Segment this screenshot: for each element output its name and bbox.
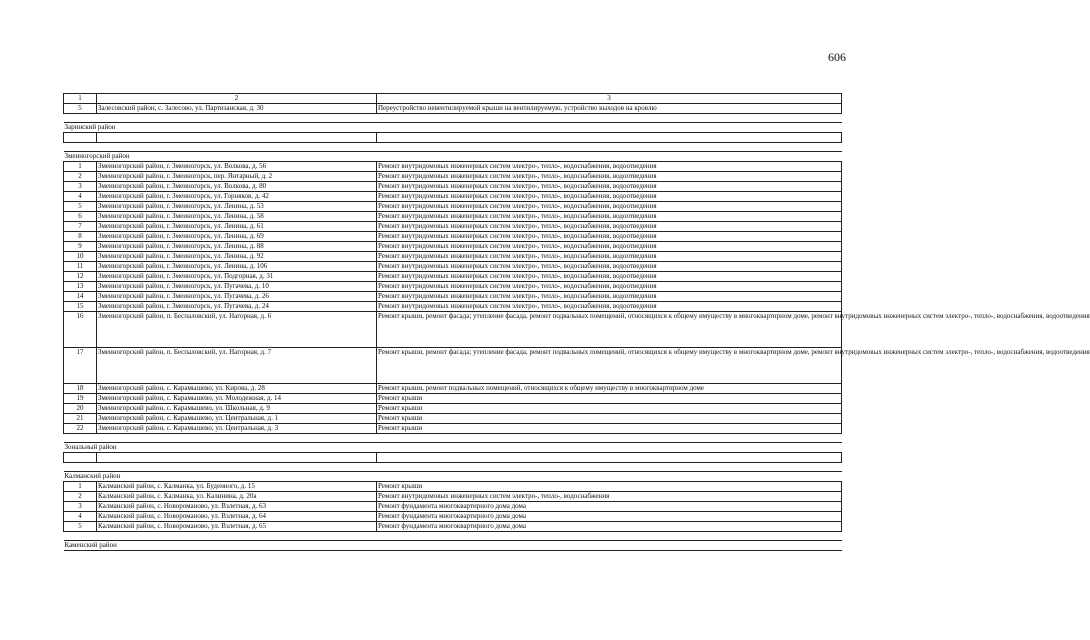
address-cell	[97, 133, 377, 143]
row-work-type: Ремонт внутридомовых инженерных систем электро-, тепло-, водоснабжения, водоотведения	[377, 172, 842, 182]
row-number: 12	[64, 272, 97, 282]
district-row	[64, 443, 842, 453]
row-number: 1	[64, 482, 97, 492]
row-address: Змеиногорский район, с. Карамышево, ул. Кирова, д. 28	[97, 384, 377, 394]
header-col-2: 2	[97, 94, 377, 104]
page-number: 606	[828, 50, 846, 64]
row-number: 16	[64, 312, 97, 348]
row-work-type: Ремонт внутридомовых инженерных систем электро-, тепло-, водоснабжения, водоотведения	[377, 262, 842, 272]
table-row	[64, 502, 842, 512]
num-cell	[64, 453, 97, 463]
row-work-type: Ремонт крыши	[377, 414, 842, 424]
row-number: 20	[64, 404, 97, 414]
row-address: Змеиногорский район, г. Змеиногорск, ул. Горняков, д. 42	[97, 192, 377, 202]
row-address: Змеиногорский район, г. Змеиногорск, пер. Янтарный, д. 2	[97, 172, 377, 182]
table-row	[64, 414, 842, 424]
row-address: Калманский район, с. Новороманово, ул. Взлетная, д. 65	[97, 522, 377, 532]
row-number: 8	[64, 232, 97, 242]
district-row	[64, 123, 842, 133]
work-cell	[377, 133, 842, 143]
repair-program-table	[63, 93, 1090, 551]
table-row	[64, 482, 842, 492]
row-address: Змеиногорский район, г. Змеиногорск, ул. Подгорная, д. 31	[97, 272, 377, 282]
row-address: Змеиногорский район, г. Змеиногорск, ул. Ленина, д. 58	[97, 212, 377, 222]
row-address: Змеиногорский район, г. Змеиногорск, ул. Ленина, д. 88	[97, 242, 377, 252]
table-row	[64, 492, 842, 502]
table-header-row	[64, 94, 842, 104]
row-address: Змеиногорский район, г. Змеиногорск, ул. Ленина, д. 69	[97, 232, 377, 242]
row-number: 3	[64, 502, 97, 512]
row-address: Змеиногорский район, с. Карамышево, ул. Центральная, д. 1	[97, 414, 377, 424]
row-work-type: Ремонт внутридомовых инженерных систем электро-, тепло-, водоснабжения, водоотведения	[377, 162, 842, 172]
row-address: Калманский район, с. Новороманово, ул. Взлетная, д. 63	[97, 502, 377, 512]
spacer-cell	[64, 143, 842, 152]
row-address: Калманский район, с. Калманка, ул. Буденного, д. 15	[97, 482, 377, 492]
row-work-type: Ремонт внутридомовых инженерных систем электро-, тепло-, водоснабжения, водоотведения	[377, 202, 842, 212]
row-number: 5	[64, 522, 97, 532]
section-spacer-row	[64, 463, 842, 472]
row-work-type: Ремонт внутридомовых инженерных систем электро-, тепло-, водоснабжения, водоотведения	[377, 212, 842, 222]
table-row	[64, 262, 842, 272]
table-row	[64, 384, 842, 394]
table-row	[64, 172, 842, 182]
table-row	[64, 302, 842, 312]
row-work-type: Ремонт внутридомовых инженерных систем электро-, тепло-, водоснабжения, водоотведения	[377, 282, 842, 292]
row-number: 2	[64, 172, 97, 182]
table-row	[64, 282, 842, 292]
spacer-cell	[64, 532, 842, 541]
row-work-type: Ремонт крыши	[377, 482, 842, 492]
row-work-type: Ремонт крыши	[377, 404, 842, 414]
row-number: 6	[64, 212, 97, 222]
row-address: Змеиногорский район, с. Карамышево, ул. Центральная, д. 3	[97, 424, 377, 434]
row-address: Залесовский район, с. Залесово, ул. Партизанская, д. 30	[97, 104, 377, 114]
table-row	[64, 202, 842, 212]
row-work-type: Ремонт внутридомовых инженерных систем электро-, тепло-, водоснабжения, водоотведения	[377, 192, 842, 202]
row-number: 5	[64, 202, 97, 212]
row-work-type: Ремонт фундамента многоквартирного дома дома	[377, 502, 842, 512]
row-number: 11	[64, 262, 97, 272]
row-number: 15	[64, 302, 97, 312]
table-row	[64, 252, 842, 262]
row-number: 3	[64, 182, 97, 192]
row-address: Змеиногорский район, с. Карамышево, ул. Школьная, д. 9	[97, 404, 377, 414]
district-row	[64, 152, 842, 162]
row-address: Змеиногорский район, п. Беспаловский, ул. Нагорная, д. 7	[97, 348, 377, 384]
empty-table-row	[64, 133, 842, 143]
empty-table-row	[64, 453, 842, 463]
row-address: Калманский район, с. Калманка, ул. Калинина, д. 20а	[97, 492, 377, 502]
row-address: Змеиногорский район, г. Змеиногорск, ул. Ленина, д. 61	[97, 222, 377, 232]
row-number: 21	[64, 414, 97, 424]
row-address: Змеиногорский район, п. Беспаловский, ул. Нагорная, д. 6	[97, 312, 377, 348]
table-row	[64, 222, 842, 232]
row-work-type: Ремонт внутридомовых инженерных систем электро-, тепло-, водоснабжения, водоотведения	[377, 272, 842, 282]
table-row	[64, 192, 842, 202]
row-number: 5	[64, 104, 97, 114]
table-row	[64, 312, 842, 348]
row-work-type: Ремонт внутридомовых инженерных систем электро-, тепло-, водоснабжения	[377, 492, 842, 502]
row-number: 19	[64, 394, 97, 404]
row-number: 1	[64, 162, 97, 172]
row-address: Змеиногорский район, г. Змеиногорск, ул. Волкова, д. 56	[97, 162, 377, 172]
row-address: Змеиногорский район, г. Змеиногорск, ул. Волкова, д. 80	[97, 182, 377, 192]
row-work-type: Ремонт внутридомовых инженерных систем электро-, тепло-, водоснабжения, водоотведения	[377, 302, 842, 312]
row-number: 4	[64, 192, 97, 202]
table-row	[64, 162, 842, 172]
table-row	[64, 212, 842, 222]
row-address: Змеиногорский район, г. Змеиногорск, ул. Ленина, д. 53	[97, 202, 377, 212]
table-row	[64, 104, 842, 114]
row-number: 2	[64, 492, 97, 502]
table-body	[64, 94, 1090, 551]
district-name: Змеиногорский район	[64, 152, 842, 162]
row-work-type: Ремонт внутридомовых инженерных систем электро-, тепло-, водоснабжения, водоотведения	[377, 242, 842, 252]
spacer-cell	[64, 434, 842, 443]
row-work-type: Ремонт крыши	[377, 424, 842, 434]
table-row	[64, 272, 842, 282]
row-address: Змеиногорский район, г. Змеиногорск, ул. Ленина, д. 92	[97, 252, 377, 262]
section-spacer-row	[64, 532, 842, 541]
row-number: 9	[64, 242, 97, 252]
row-address: Змеиногорский район, с. Карамышево, ул. Молодежная, д. 14	[97, 394, 377, 404]
row-number: 13	[64, 282, 97, 292]
table-row	[64, 242, 842, 252]
row-address: Змеиногорский район, г. Змеиногорск, ул. Ленина, д. 106	[97, 262, 377, 272]
row-address: Змеиногорский район, г. Змеиногорск, ул. Пугачева, д. 10	[97, 282, 377, 292]
row-number: 7	[64, 222, 97, 232]
header-col-1: 1	[64, 94, 97, 104]
row-work-type: Ремонт крыши	[377, 394, 842, 404]
section-spacer-row	[64, 114, 842, 123]
row-work-type: Ремонт крыши, ремонт фасада; утепление фасада, ремонт подвальных помещений, относящихся к общему имуществу в многоквартирном доме, ремонт внутридомовых инженерных систем электро-, тепло-, водоснабжения, водоотведения	[377, 312, 842, 348]
row-work-type: Ремонт внутридомовых инженерных систем электро-, тепло-, водоснабжения, водоотведения	[377, 232, 842, 242]
district-name: Заринский район	[64, 123, 842, 133]
row-work-type: Ремонт внутридомовых инженерных систем электро-, тепло-, водоснабжения, водоотведения	[377, 222, 842, 232]
row-number: 17	[64, 348, 97, 384]
district-name: Зональный район	[64, 443, 842, 453]
row-address: Змеиногорский район, г. Змеиногорск, ул. Пугачева, д. 24	[97, 302, 377, 312]
row-work-type: Ремонт внутридомовых инженерных систем электро-, тепло-, водоснабжения, водоотведения	[377, 182, 842, 192]
district-row	[64, 472, 842, 482]
row-work-type: Ремонт крыши, ремонт фасада; утепление фасада, ремонт подвальных помещений, относящихся к общему имуществу в многоквартирном доме, ремонт внутридомовых инженерных систем электро-, тепло-, водоснабжения, водоотведения	[377, 348, 842, 384]
num-cell	[64, 133, 97, 143]
row-work-type: Переустройство невентилируемой крыши на вентилируемую, устройство выходов на кровлю	[377, 104, 842, 114]
spacer-cell	[64, 463, 842, 472]
table-row	[64, 404, 842, 414]
district-name: Каменский район	[64, 541, 842, 551]
table-row	[64, 182, 842, 192]
table-row	[64, 292, 842, 302]
row-work-type: Ремонт фундамента многоквартирного дома дома	[377, 512, 842, 522]
row-number: 10	[64, 252, 97, 262]
section-spacer-row	[64, 143, 842, 152]
header-col-3: 3	[377, 94, 842, 104]
row-number: 18	[64, 384, 97, 394]
row-work-type: Ремонт крыши, ремонт подвальных помещений, относящихся к общему имуществу в многоквартирном доме	[377, 384, 842, 394]
section-spacer-row	[64, 434, 842, 443]
row-work-type: Ремонт фундамента многоквартирного дома дома	[377, 522, 842, 532]
district-name: Калманский район	[64, 472, 842, 482]
row-work-type: Ремонт внутридомовых инженерных систем электро-, тепло-, водоснабжения, водоотведения	[377, 292, 842, 302]
table-row	[64, 394, 842, 404]
table-row	[64, 232, 842, 242]
row-number: 22	[64, 424, 97, 434]
work-cell	[377, 453, 842, 463]
address-cell	[97, 453, 377, 463]
table-row	[64, 512, 842, 522]
row-work-type: Ремонт внутридомовых инженерных систем электро-, тепло-, водоснабжения, водоотведения	[377, 252, 842, 262]
row-number: 4	[64, 512, 97, 522]
row-number: 14	[64, 292, 97, 302]
row-address: Калманский район, с. Новороманово, ул. Взлетная, д. 64	[97, 512, 377, 522]
table-row	[64, 522, 842, 532]
district-row	[64, 541, 842, 551]
spacer-cell	[64, 114, 842, 123]
table-row	[64, 348, 842, 384]
row-address: Змеиногорский район, г. Змеиногорск, ул. Пугачева, д. 26	[97, 292, 377, 302]
table-row	[64, 424, 842, 434]
